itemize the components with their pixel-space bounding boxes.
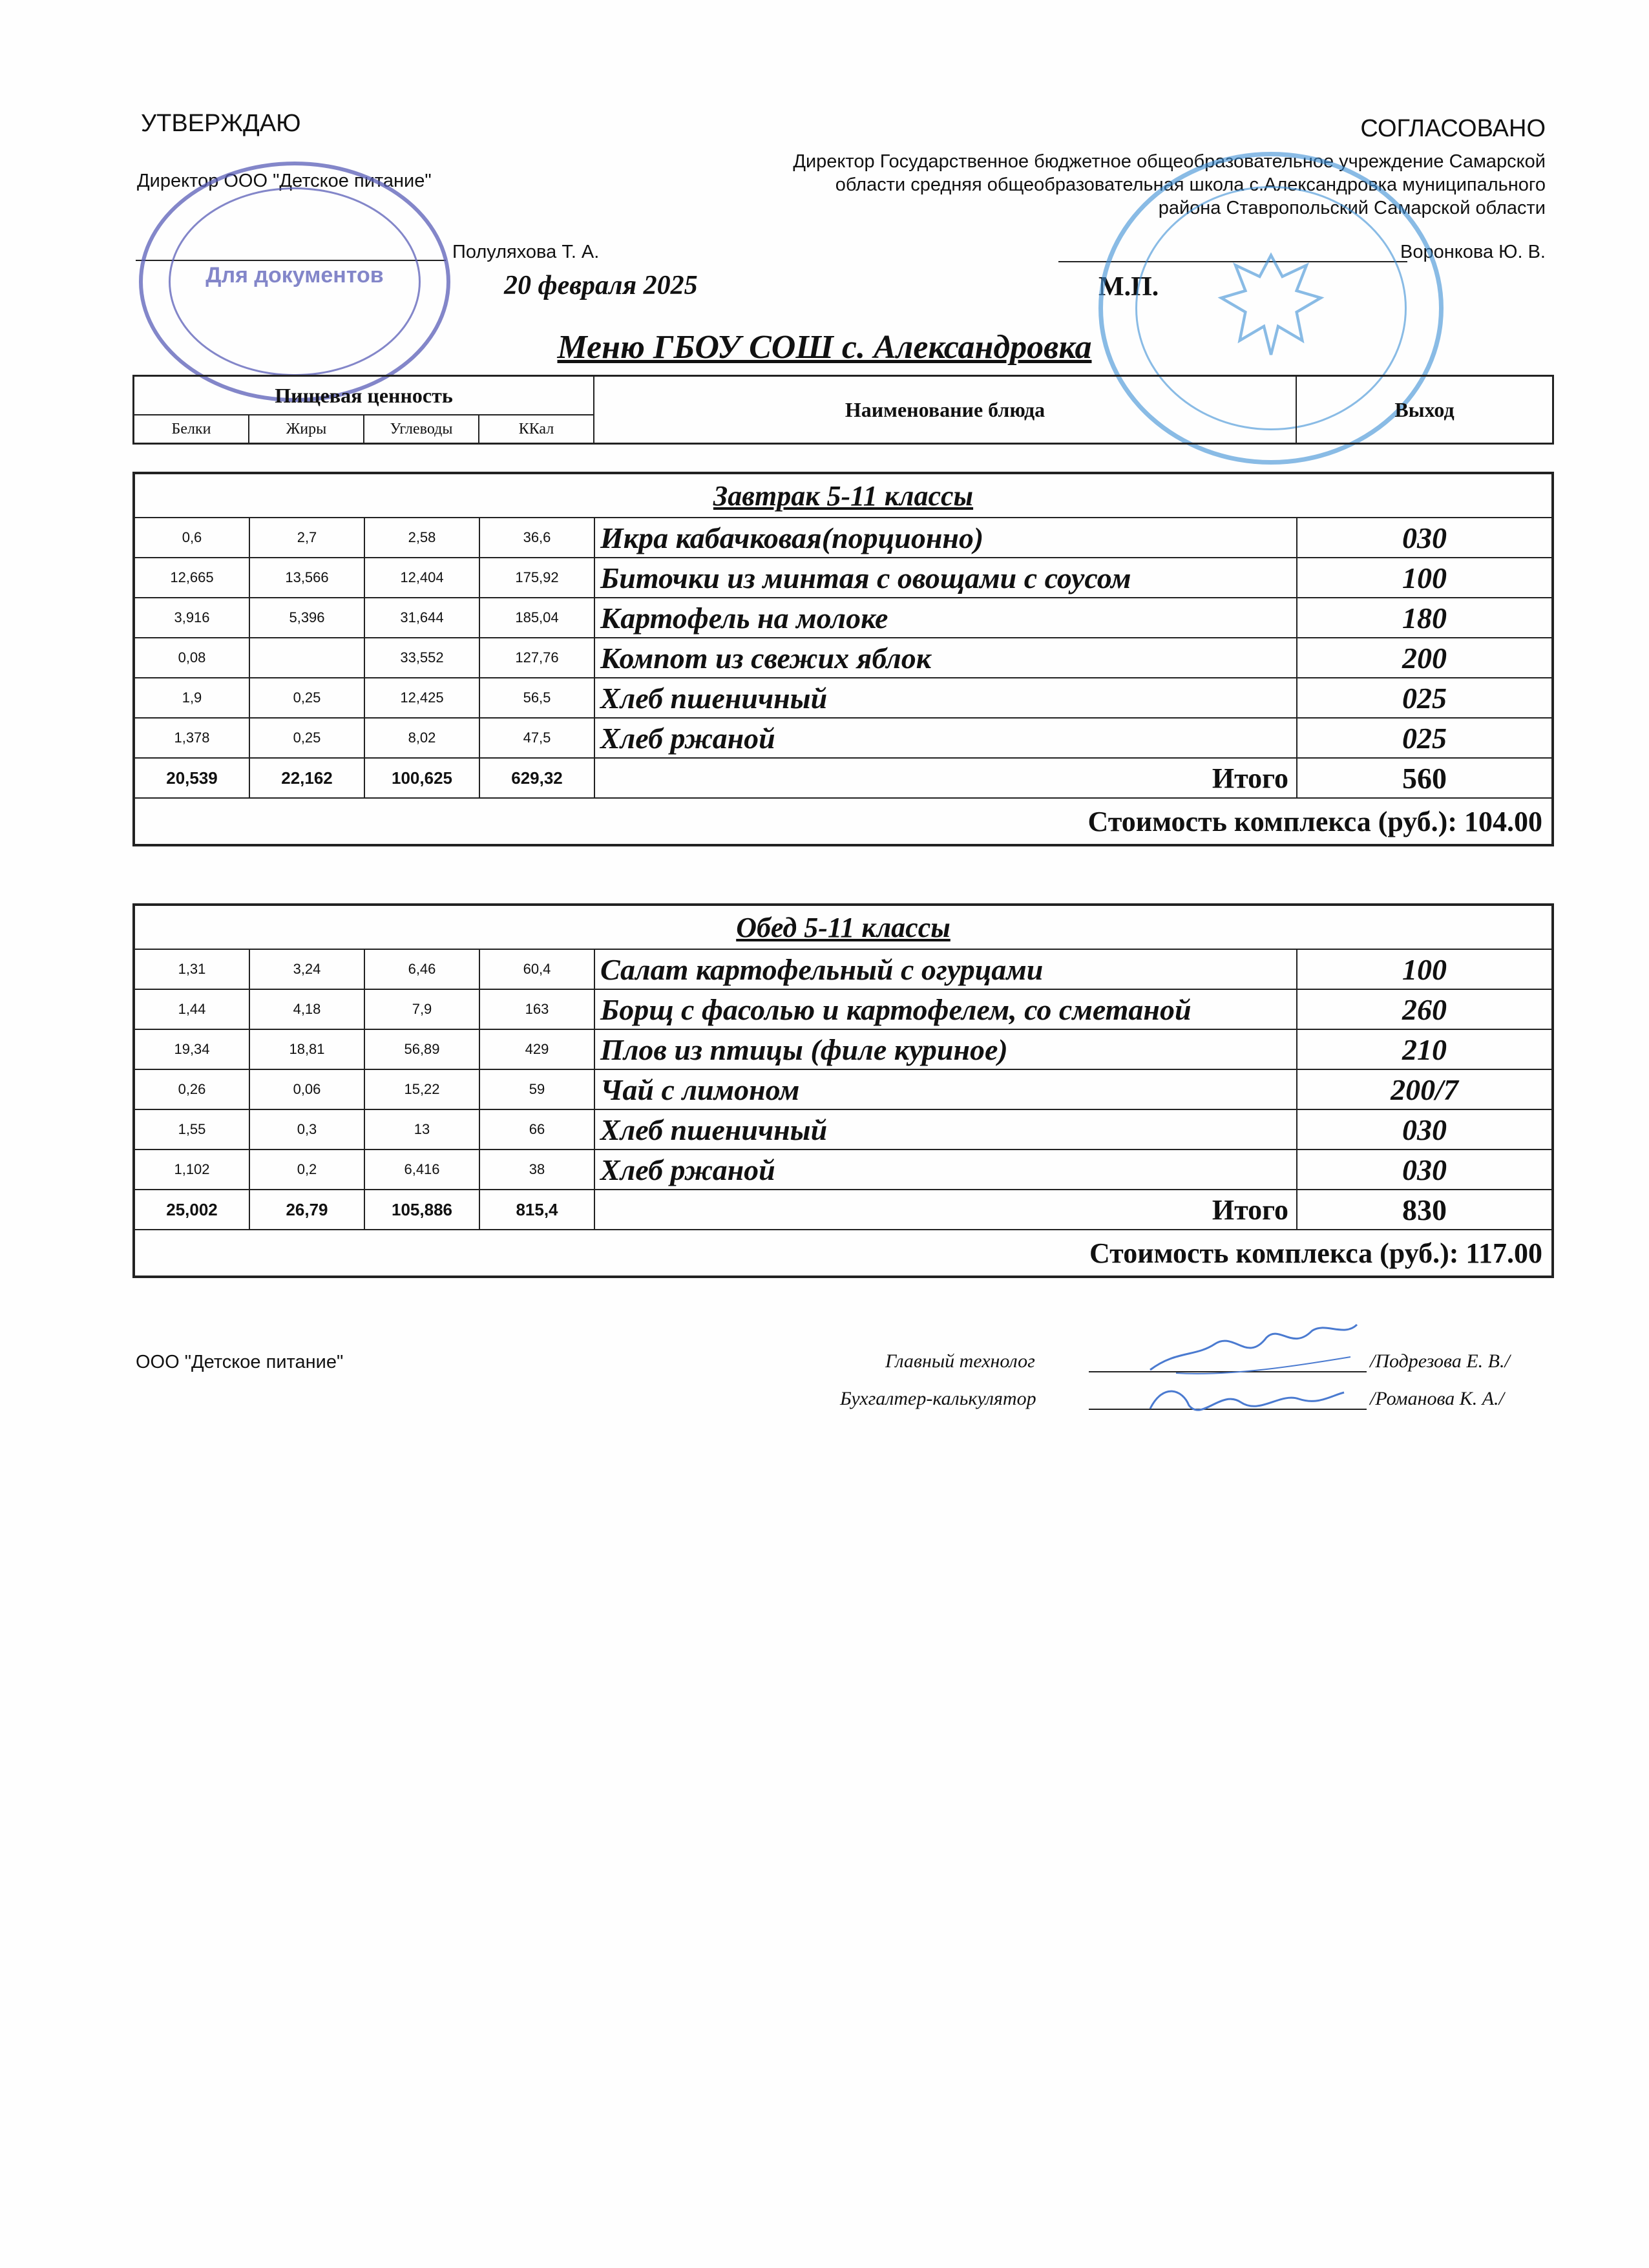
- dish-name: Икра кабачковая(порционно): [595, 518, 1297, 557]
- table-header: [132, 375, 1554, 445]
- proteins: 19,34: [135, 1030, 250, 1069]
- col-kcal: ККал: [479, 415, 594, 443]
- right-signer: Воронкова Ю. В.: [1400, 242, 1546, 262]
- dish-name: Биточки из минтая с овощами с соусом: [595, 558, 1297, 597]
- total-fats: 22,162: [250, 759, 365, 797]
- total-kcal: 629,32: [480, 759, 595, 797]
- section-title: Обед 5-11 классы: [135, 906, 1551, 950]
- right-position-line-3: района Ставропольский Самарской области: [1158, 198, 1546, 218]
- carbs: 8,02: [365, 719, 480, 757]
- left-signer: Полуляхова Т. А.: [452, 242, 600, 262]
- dish-name: Хлеб ржаной: [595, 1150, 1297, 1189]
- dish-output: 030: [1402, 521, 1447, 554]
- total-kcal: 815,4: [480, 1190, 595, 1229]
- tech-name: /Подрезова Е. В./: [1370, 1350, 1510, 1372]
- fats: 0,2: [250, 1150, 365, 1189]
- dish-output: 260: [1402, 992, 1447, 1026]
- proteins: 1,378: [135, 719, 250, 757]
- fats: 4,18: [250, 990, 365, 1029]
- dish-name: Салат картофельный с огурцами: [595, 950, 1297, 989]
- table-row: [135, 638, 1551, 678]
- col-fats: Жиры: [249, 415, 364, 443]
- total-label: Итого: [595, 1190, 1297, 1229]
- left-position: Директор ООО "Детское питание": [137, 171, 432, 191]
- table-row: [135, 990, 1551, 1030]
- dish-name: Компот из свежих яблок: [595, 638, 1297, 677]
- kcal: 66: [480, 1110, 595, 1149]
- kcal: 429: [480, 1030, 595, 1069]
- table-row: [135, 1150, 1551, 1190]
- section-title: Завтрак 5-11 классы: [135, 474, 1551, 518]
- acc-name: /Романова К. А./: [1370, 1388, 1504, 1409]
- table-row: [135, 1070, 1551, 1110]
- kcal: 59: [480, 1070, 595, 1109]
- complex-cost: Стоимость комплекса (руб.): 117.00: [1089, 1237, 1542, 1269]
- proteins: 1,31: [135, 950, 250, 989]
- table-row: [135, 558, 1551, 598]
- carbs: 15,22: [365, 1070, 480, 1109]
- total-proteins: 25,002: [135, 1190, 250, 1229]
- dish-name: Борщ с фасолью и картофелем, со сметаной: [595, 990, 1297, 1029]
- breakfast-table: [132, 472, 1554, 846]
- fats: 0,3: [250, 1110, 365, 1149]
- total-output: 560: [1402, 761, 1447, 795]
- agreed-heading: СОГЛАСОВАНО: [1360, 115, 1546, 142]
- dish-name: Хлеб пшеничный: [595, 1110, 1297, 1149]
- footer-org: ООО "Детское питание": [136, 1352, 344, 1372]
- carbs: 12,404: [365, 558, 480, 597]
- proteins: 1,55: [135, 1110, 250, 1149]
- left-stamp-text: Для документов: [205, 263, 384, 288]
- nutrition-header: Пищевая ценность: [134, 377, 594, 415]
- proteins: 1,44: [135, 990, 250, 1029]
- tech-role: Главный технолог: [885, 1350, 1035, 1372]
- carbs: 56,89: [365, 1030, 480, 1069]
- total-fats: 26,79: [250, 1190, 365, 1229]
- table-row: [135, 1030, 1551, 1070]
- fats: 0,25: [250, 678, 365, 717]
- fats: [250, 638, 365, 677]
- carbs: 7,9: [365, 990, 480, 1029]
- dish-output: 210: [1402, 1033, 1447, 1066]
- proteins: 3,916: [135, 598, 250, 637]
- kcal: 38: [480, 1150, 595, 1189]
- dish-name: Плов из птицы (филе куриное): [595, 1030, 1297, 1069]
- kcal: 60,4: [480, 950, 595, 989]
- dish-output: 025: [1402, 721, 1447, 755]
- table-row: [135, 1110, 1551, 1150]
- proteins: 0,6: [135, 518, 250, 557]
- proteins: 12,665: [135, 558, 250, 597]
- dish-output: 100: [1402, 561, 1447, 594]
- carbs: 13: [365, 1110, 480, 1149]
- total-carbs: 100,625: [365, 759, 480, 797]
- fats: 3,24: [250, 950, 365, 989]
- kcal: 36,6: [480, 518, 595, 557]
- dish-output: 030: [1402, 1153, 1447, 1186]
- kcal: 163: [480, 990, 595, 1029]
- carbs: 33,552: [365, 638, 480, 677]
- fats: 0,25: [250, 719, 365, 757]
- fats: 5,396: [250, 598, 365, 637]
- acc-signature-icon: [1137, 1370, 1357, 1428]
- carbs: 31,644: [365, 598, 480, 637]
- total-label: Итого: [595, 759, 1297, 797]
- table-row: [135, 598, 1551, 638]
- kcal: 56,5: [480, 678, 595, 717]
- fats: 18,81: [250, 1030, 365, 1069]
- table-row: [135, 719, 1551, 759]
- carbs: 2,58: [365, 518, 480, 557]
- kcal: 47,5: [480, 719, 595, 757]
- approval-date: 20 февраля 2025: [504, 271, 698, 300]
- table-row: [135, 950, 1551, 990]
- complex-cost: Стоимость комплекса (руб.): 104.00: [1087, 805, 1542, 837]
- dish-header: Наименование блюда: [594, 377, 1297, 443]
- carbs: 12,425: [365, 678, 480, 717]
- dish-output: 200: [1402, 641, 1447, 675]
- right-position-line-2: области средняя общеобразовательная школа с.Александровка муниципального: [835, 174, 1546, 195]
- proteins: 1,102: [135, 1150, 250, 1189]
- fats: 13,566: [250, 558, 365, 597]
- proteins: 0,08: [135, 638, 250, 677]
- dish-name: Хлеб ржаной: [595, 719, 1297, 757]
- lunch-table: [132, 903, 1554, 1278]
- carbs: 6,46: [365, 950, 480, 989]
- dish-name: Картофель на молоке: [595, 598, 1297, 637]
- acc-role: Бухгалтер-калькулятор: [840, 1388, 1036, 1409]
- stamp-place: М.П.: [1098, 272, 1159, 302]
- carbs: 6,416: [365, 1150, 480, 1189]
- proteins: 1,9: [135, 678, 250, 717]
- menu-title: Меню ГБОУ СОШ с. Александровка: [557, 329, 1092, 366]
- col-proteins: Белки: [134, 415, 249, 443]
- total-proteins: 20,539: [135, 759, 250, 797]
- col-carbs: Углеводы: [364, 415, 479, 443]
- dish-output: 200/7: [1391, 1073, 1458, 1106]
- kcal: 185,04: [480, 598, 595, 637]
- output-header: Выход: [1394, 397, 1455, 421]
- dish-output: 030: [1402, 1113, 1447, 1146]
- fats: 2,7: [250, 518, 365, 557]
- dish-output: 025: [1402, 681, 1447, 715]
- dish-output: 100: [1402, 952, 1447, 986]
- right-position-line-1: Директор Государственное бюджетное общеобразовательное учреждение Самарской: [793, 151, 1546, 172]
- kcal: 127,76: [480, 638, 595, 677]
- total-carbs: 105,886: [365, 1190, 480, 1229]
- table-row: [135, 678, 1551, 719]
- total-row: [135, 759, 1551, 799]
- total-output: 830: [1402, 1193, 1447, 1226]
- kcal: 175,92: [480, 558, 595, 597]
- table-row: [135, 518, 1551, 558]
- approve-heading: УТВЕРЖДАЮ: [141, 110, 301, 137]
- dish-name: Чай с лимоном: [595, 1070, 1297, 1109]
- proteins: 0,26: [135, 1070, 250, 1109]
- dish-output: 180: [1402, 601, 1447, 635]
- dish-name: Хлеб пшеничный: [595, 678, 1297, 717]
- fats: 0,06: [250, 1070, 365, 1109]
- total-row: [135, 1190, 1551, 1230]
